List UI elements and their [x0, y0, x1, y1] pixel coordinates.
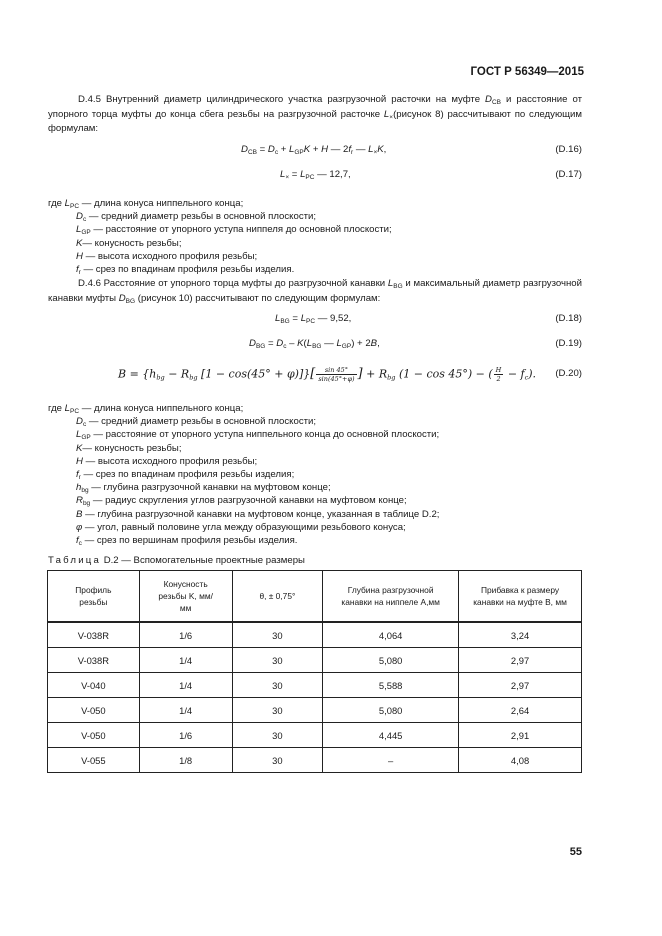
table-cell: 30: [232, 748, 323, 773]
table-caption-word: Таблица: [48, 555, 102, 566]
table-cell: 1/4: [139, 698, 232, 723]
table-cell: 1/4: [139, 648, 232, 673]
table-row: [48, 698, 582, 723]
table-row: [48, 648, 582, 673]
table-caption-text: D.2 — Вспомогательные проектные размеры: [103, 555, 305, 566]
document-header: ГОСТ Р 56349—2015: [470, 66, 584, 78]
header-taper: Конусность резьбы K, мм/мм: [139, 571, 232, 623]
auxiliary-dimensions-table: [47, 570, 582, 773]
paragraph-d46: D.4.6 Расстояние от упорного торца муфты до разгрузочной канавки $L_{BG}$ и максимальный диаметр разгрузочной канавки муфты $D_{BG}$ (рисунок 10) рассчитывают по следующим формулам:: [48, 278, 582, 305]
def-item: K— конусность резьбы;: [76, 442, 182, 454]
def-item: $f_r$ — срез по впадинам профиля резьбы изделия;: [76, 469, 295, 482]
def-item: H — высота исходного профиля резьбы;: [76, 250, 258, 262]
def-item: $f_c$ — срез по вершинам профиля резьбы изделия.: [76, 535, 298, 548]
table-cell: V-055: [48, 748, 140, 773]
table-cell: 2,91: [459, 723, 582, 748]
table-cell: 2,97: [459, 648, 582, 673]
table-cell: 30: [232, 723, 323, 748]
formula-d16-number: (D.16): [555, 144, 582, 155]
page-number: 55: [569, 846, 582, 858]
formula-d19-number: (D.19): [555, 338, 582, 349]
table-cell: 30: [232, 698, 323, 723]
def-item: $R_{bg}$ — радиус скругления углов разгрузочной канавки на муфтовом конце;: [76, 495, 407, 508]
table-cell: 1/4: [139, 673, 232, 698]
table-header-row: [48, 571, 582, 623]
table-cell: 1/6: [139, 622, 232, 648]
table-cell: 4,08: [459, 748, 582, 773]
table-row: [48, 748, 582, 773]
formula-d18-number: (D.18): [555, 313, 582, 324]
table-cell: 5,080: [323, 698, 459, 723]
table-row: [48, 723, 582, 748]
formula-d19: $D_{BG} = D_c - K(L_{BG}$ — $L_{GP}) + 2B$, (D.19): [249, 338, 582, 350]
paragraph-d45: D.4.5 Внутренний диаметр цилиндрического участка разгрузочной расточки на муфте $D_{CB}$ и расстояние от упорного торца муфты до конца сбега резьбы на разгрузочной расточке $L_\times(рисунок$ 8) рассчитывают по следующим формулам:: [48, 94, 582, 134]
table-cell: 2,97: [459, 673, 582, 698]
def-where: где $L_{PC}$ — длина конуса ниппельного конца;: [48, 198, 244, 210]
table-caption: [48, 555, 305, 566]
table-cell: V-050: [48, 698, 140, 723]
table-cell: 4,445: [323, 723, 459, 748]
formula-d20: $B = \{h_{bg} - R_{bg}$ [1 − cos(45° + φ)]}[ $\frac{\sin 45^\circ}{\sin(45^\circ+\varphi)}$ ] + $R_{bg}$ (1 − cos 45°) − ( $\frac{H}{2}$ − $f_c$). (D.20): [118, 366, 582, 383]
def-item: K— конусность резьбы;: [76, 237, 182, 249]
definitions-list-2: [48, 402, 582, 547]
table-row: [48, 622, 582, 648]
table-cell: 1/8: [139, 748, 232, 773]
table-cell: V-040: [48, 673, 140, 698]
table-cell: 5,080: [323, 648, 459, 673]
definitions-list-1: [48, 197, 582, 276]
table-cell: 4,064: [323, 622, 459, 648]
table-cell: V-038R: [48, 648, 140, 673]
header-groove-depth: Глубина разгрузочной канавки на ниппеле A,мм: [323, 571, 459, 623]
table-cell: 1/6: [139, 723, 232, 748]
header-theta: θ, ± 0,75°: [232, 571, 323, 623]
def-item: B — глубина разгрузочной канавки на муфтовом конце, указанная в таблице D.2;: [76, 508, 440, 520]
def-item: H — высота исходного профиля резьбы;: [76, 455, 258, 467]
def-where: где $L_{PC}$ — длина конуса ниппельного конца;: [48, 403, 244, 415]
table-row: [48, 673, 582, 698]
def-item: $D_c$ — средний диаметр резьбы в основной плоскости;: [76, 211, 317, 224]
table-cell: 3,24: [459, 622, 582, 648]
table-cell: 30: [232, 673, 323, 698]
formula-d20-number: (D.20): [555, 368, 582, 379]
def-item: $f_r$ — срез по впадинам профиля резьбы изделия.: [76, 264, 295, 277]
header-groove-allowance: Прибавка к размеру канавки на муфте B, мм: [459, 571, 582, 623]
table-cell: V-050: [48, 723, 140, 748]
table-cell: 5,588: [323, 673, 459, 698]
table-cell: –: [323, 748, 459, 773]
table-cell: V-038R: [48, 622, 140, 648]
def-item: $L_{GP}$ — расстояние от упорного уступа ниппельного конца до основной плоскости;: [76, 429, 440, 442]
formula-d16: $D_{CB} = D_c + L_{GP}K + H$ — $2f_r$ — $L_\times K$, (D.16): [241, 144, 582, 156]
table-cell: 30: [232, 622, 323, 648]
formula-d17-number: (D.17): [555, 169, 582, 180]
formula-d17: $L_\times = L_{PC}$ — 12,7, (D.17): [280, 169, 582, 181]
header-thread-profile: Профиль резьбы: [48, 571, 140, 623]
def-item: $h_{bg}$ — глубина разгрузочной канавки на муфтовом конце;: [76, 482, 331, 495]
def-item: $L_{GP}$ — расстояние от упорного уступа ниппеля до основной плоскости;: [76, 224, 392, 237]
formula-d18: $L_{BG} = L_{PC}$ — 9,52, (D.18): [275, 313, 582, 325]
def-item: φ — угол, равный половине угла между образующими резьбового конуса;: [76, 521, 406, 533]
table-cell: 30: [232, 648, 323, 673]
table-cell: 2,64: [459, 698, 582, 723]
def-item: $D_c$ — средний диаметр резьбы в основной плоскости;: [76, 416, 317, 429]
